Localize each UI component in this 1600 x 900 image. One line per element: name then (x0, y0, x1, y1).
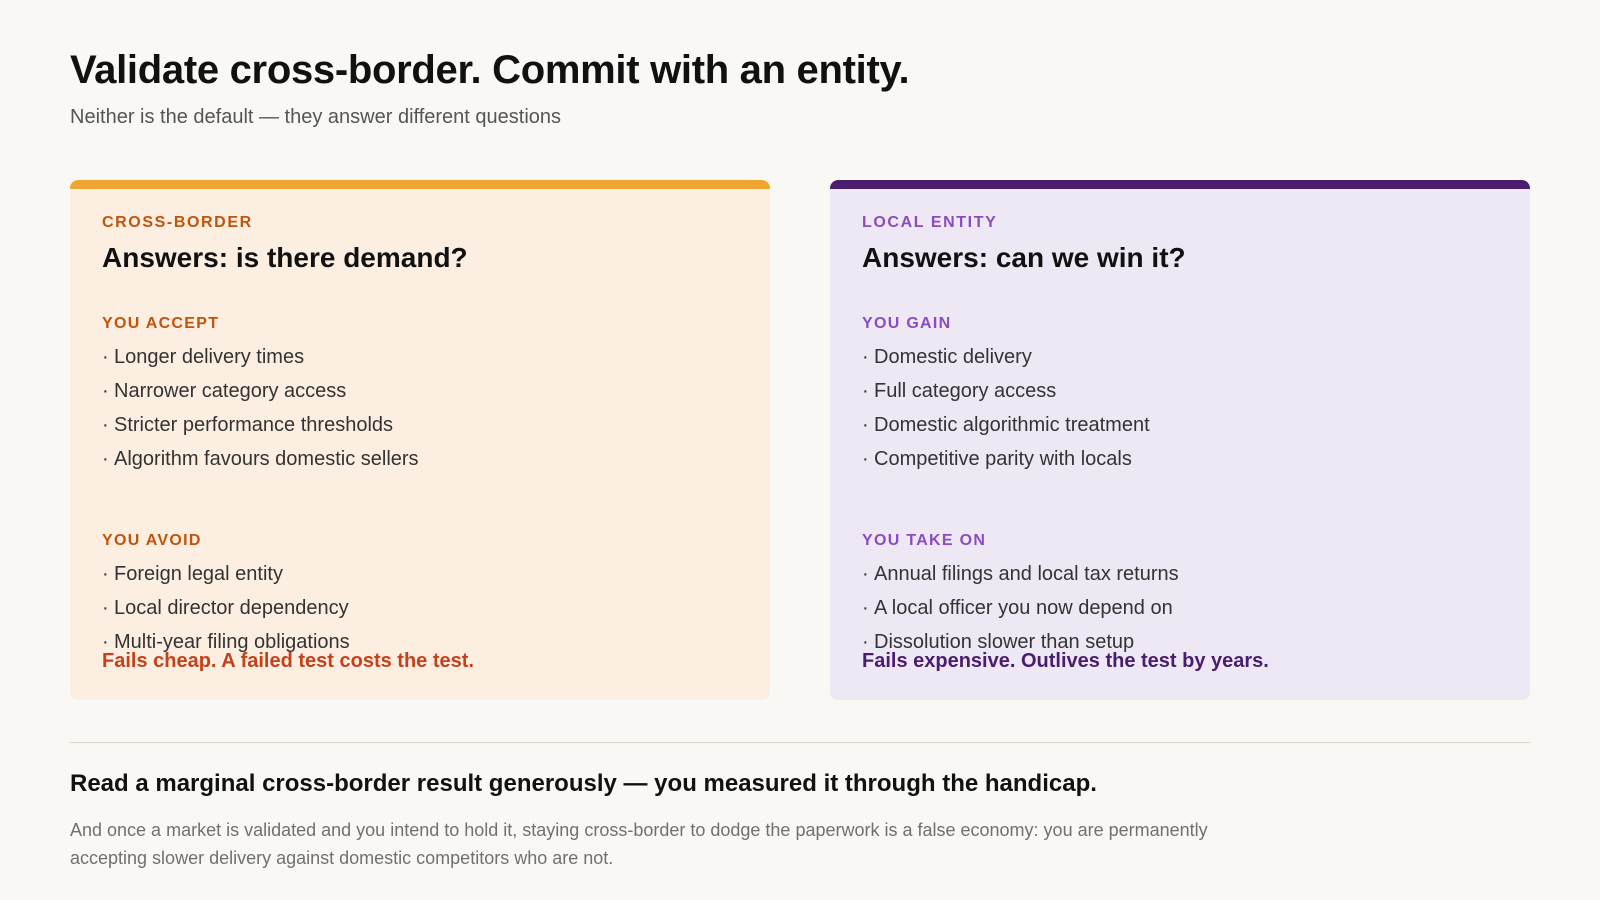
cross-border-heading: Answers: is there demand? (102, 242, 468, 273)
list-item-text: Full category access (874, 380, 1057, 402)
cross-border-eyebrow: CROSS-BORDER (102, 214, 253, 231)
list-item (862, 346, 1150, 380)
local-entity-verdict: Fails expensive. Outlives the test by years. (862, 650, 1269, 672)
bullet-dot: · (862, 597, 869, 619)
list-item (862, 448, 1150, 482)
bullet-dot: · (862, 380, 869, 402)
list-item-text: Longer delivery times (114, 346, 305, 368)
divider (70, 742, 1530, 743)
list-item-text: Competitive parity with locals (874, 448, 1132, 470)
list-item (862, 597, 1179, 631)
you-accept-label: YOU ACCEPT (102, 315, 220, 332)
takeaway-body: And once a market is validated and you intend to hold it, staying cross-border to dodge the paperwork is a false economy: you are permanently accepting slower delivery against domestic competitors who are not. (70, 820, 1208, 868)
list-item-text: Dissolution slower than setup (874, 631, 1135, 653)
list-item (102, 597, 350, 631)
bullet-dot: · (102, 380, 109, 402)
list-item-text: Local director dependency (114, 597, 349, 619)
list-item-text: A local officer you now depend on (874, 597, 1173, 619)
list-item-text: Stricter performance thresholds (114, 414, 394, 436)
list-item (862, 380, 1150, 414)
bullet-dot: · (102, 597, 109, 619)
list-item-text: Multi-year filing obligations (114, 631, 350, 653)
local-entity-accent-bar (830, 180, 1530, 189)
bullet-dot: · (862, 414, 869, 436)
list-item (102, 414, 419, 448)
bullet-dot: · (102, 414, 109, 436)
page-subtitle: Neither is the default — they answer different questions (70, 106, 562, 128)
list-item (102, 346, 419, 380)
bullet-dot: · (102, 448, 109, 470)
bullet-dot: · (862, 448, 869, 470)
takeaway-headline: Read a marginal cross-border result generously — you measured it through the handicap. (70, 770, 1097, 797)
bullet-dot: · (102, 346, 109, 368)
you-avoid-label: YOU AVOID (102, 532, 202, 549)
list-item-text: Foreign legal entity (114, 563, 283, 585)
list-item-text: Narrower category access (114, 380, 347, 402)
list-item (102, 563, 350, 597)
cross-border-accent-bar (70, 180, 770, 189)
slide (70, 0, 1530, 900)
you-take-on-label: YOU TAKE ON (862, 532, 987, 549)
list-item-text: Algorithm favours domestic sellers (114, 448, 419, 470)
bullet-dot: · (862, 563, 869, 585)
you-gain-list (862, 346, 1150, 482)
list-item-text: Domestic delivery (874, 346, 1032, 368)
list-item-text: Domestic algorithmic treatment (874, 414, 1150, 436)
local-entity-heading: Answers: can we win it? (862, 242, 1186, 273)
bullet-dot: · (862, 346, 869, 368)
you-accept-list (102, 346, 419, 482)
list-item (102, 380, 419, 414)
page-title: Validate cross-border. Commit with an entity. (70, 48, 910, 92)
list-item (862, 414, 1150, 448)
you-gain-label: YOU GAIN (862, 315, 952, 332)
list-item (862, 563, 1179, 597)
cross-border-card (70, 180, 770, 700)
bullet-dot: · (102, 563, 109, 585)
list-item-text: Annual filings and local tax returns (874, 563, 1179, 585)
cross-border-verdict: Fails cheap. A failed test costs the test. (102, 650, 474, 672)
bullet-dot: · (862, 631, 869, 653)
local-entity-eyebrow: LOCAL ENTITY (862, 214, 998, 231)
local-entity-card (830, 180, 1530, 700)
list-item (102, 448, 419, 482)
bullet-dot: · (102, 631, 109, 653)
